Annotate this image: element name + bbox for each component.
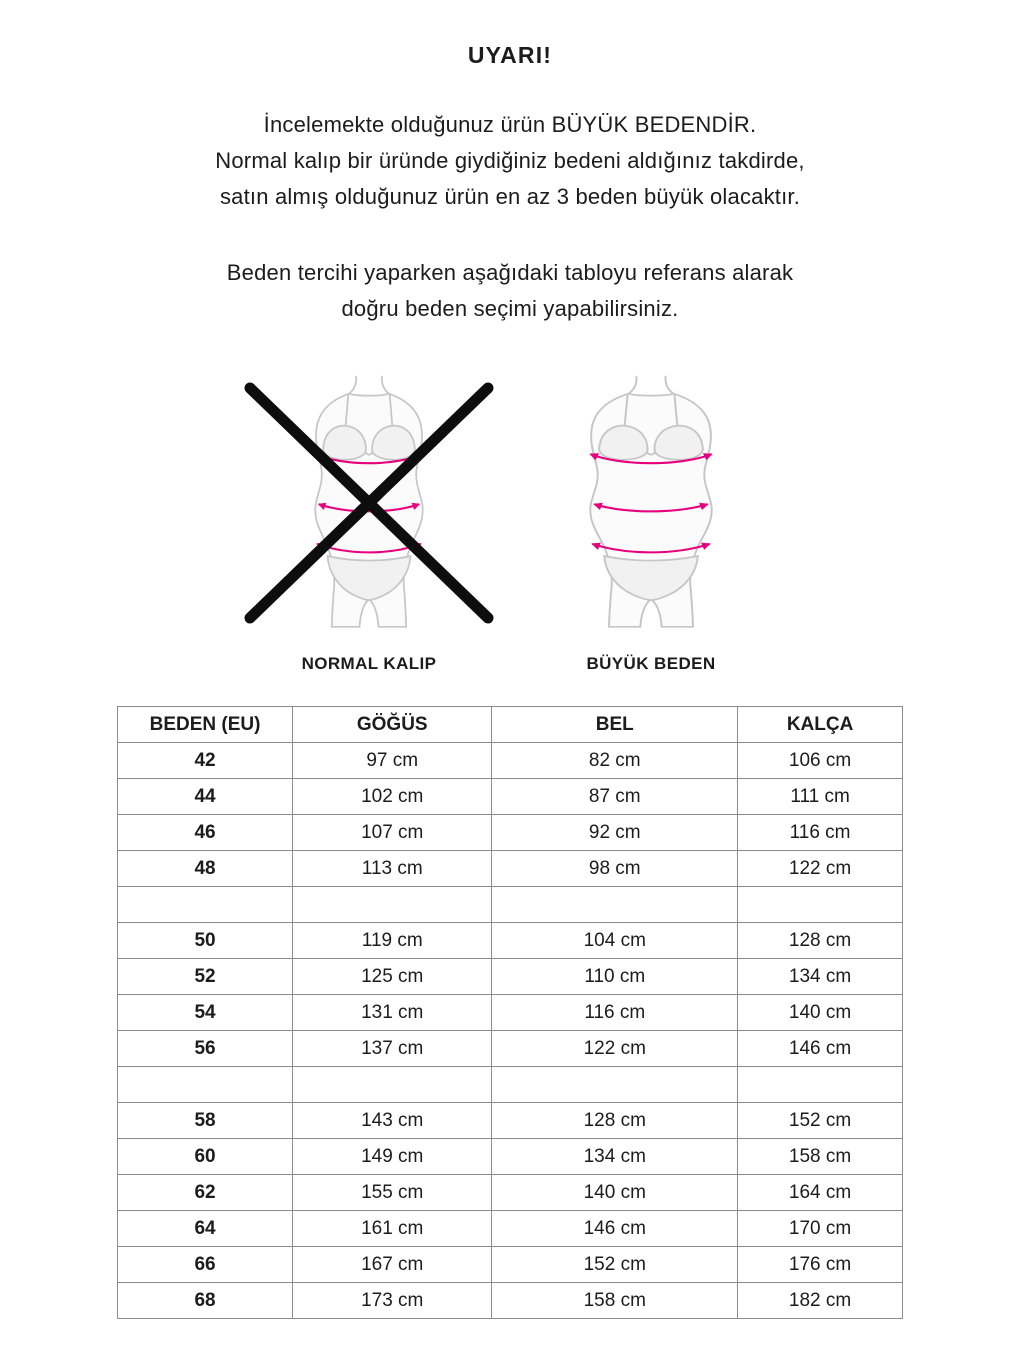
figure-plus-size (556, 373, 746, 674)
warning-line: İncelemekte olduğunuz ürün BÜYÜK BEDENDİR. (263, 112, 757, 137)
table-cell: 134 cm (492, 1139, 738, 1175)
table-cell: 113 cm (293, 851, 492, 887)
warning-line: Normal kalıp bir üründe giydiğiniz bedeni aldığınız takdirde, (215, 148, 805, 173)
table-cell: 116 cm (492, 995, 738, 1031)
table-cell: 158 cm (492, 1283, 738, 1319)
table-cell: 182 cm (738, 1283, 903, 1319)
table-cell (118, 1067, 293, 1103)
table-row (118, 815, 903, 851)
table-row (118, 995, 903, 1031)
figure-label-plus: BÜYÜK BEDEN (586, 654, 716, 673)
table-cell (738, 1067, 903, 1103)
table-row (118, 923, 903, 959)
table-cell: 122 cm (492, 1031, 738, 1067)
table-header-cell: GÖĞÜS (293, 707, 492, 743)
table-cell: 102 cm (293, 779, 492, 815)
size-table (117, 706, 903, 1319)
table-cell: 56 (118, 1031, 293, 1067)
table-cell: 140 cm (492, 1175, 738, 1211)
table-row (118, 1247, 903, 1283)
table-cell: 111 cm (738, 779, 903, 815)
table-row (118, 959, 903, 995)
table-cell: 173 cm (293, 1283, 492, 1319)
table-cell: 92 cm (492, 815, 738, 851)
table-header-cell: KALÇA (738, 707, 903, 743)
table-cell: 128 cm (738, 923, 903, 959)
table-cell: 137 cm (293, 1031, 492, 1067)
table-row (118, 1211, 903, 1247)
table-cell: 152 cm (492, 1247, 738, 1283)
table-cell: 125 cm (293, 959, 492, 995)
table-row (118, 1103, 903, 1139)
table-cell: 146 cm (492, 1211, 738, 1247)
table-cell: 164 cm (738, 1175, 903, 1211)
table-cell: 42 (118, 743, 293, 779)
figure-label-normal: NORMAL KALIP (301, 654, 437, 673)
table-cell: 143 cm (293, 1103, 492, 1139)
table-cell: 60 (118, 1139, 293, 1175)
table-cell: 140 cm (738, 995, 903, 1031)
table-cell: 107 cm (293, 815, 492, 851)
plus-size-figure-icon (556, 373, 746, 632)
table-header-cell: BEL (492, 707, 738, 743)
warning-line: satın almış olduğunuz ürün en az 3 beden büyük olacaktır. (219, 184, 801, 209)
guide-paragraph (0, 255, 1020, 327)
guide-line: Beden tercihi yaparken aşağıdaki tabloyu referans alarak (226, 260, 794, 285)
table-cell (492, 1067, 738, 1103)
table-cell: 68 (118, 1283, 293, 1319)
table-cell: 158 cm (738, 1139, 903, 1175)
table-cell: 52 (118, 959, 293, 995)
table-cell (118, 887, 293, 923)
table-cell: 170 cm (738, 1211, 903, 1247)
table-cell: 155 cm (293, 1175, 492, 1211)
table-cell: 149 cm (293, 1139, 492, 1175)
table-cell: 82 cm (492, 743, 738, 779)
table-spacer-row (118, 1067, 903, 1103)
table-row (118, 851, 903, 887)
table-cell: 58 (118, 1103, 293, 1139)
table-cell: 54 (118, 995, 293, 1031)
guide-line: doğru beden seçimi yapabilirsiniz. (341, 296, 679, 321)
table-cell: 131 cm (293, 995, 492, 1031)
table-cell (293, 1067, 492, 1103)
table-cell: 122 cm (738, 851, 903, 887)
table-cell: 116 cm (738, 815, 903, 851)
table-cell: 64 (118, 1211, 293, 1247)
table-cell: 152 cm (738, 1103, 903, 1139)
table-cell: 46 (118, 815, 293, 851)
warning-paragraph (0, 107, 1020, 215)
table-cell: 50 (118, 923, 293, 959)
table-cell: 128 cm (492, 1103, 738, 1139)
table-spacer-row (118, 887, 903, 923)
table-row (118, 1283, 903, 1319)
table-cell: 104 cm (492, 923, 738, 959)
table-row (118, 1031, 903, 1067)
table-cell (293, 887, 492, 923)
table-cell: 97 cm (293, 743, 492, 779)
table-cell: 87 cm (492, 779, 738, 815)
table-cell: 110 cm (492, 959, 738, 995)
table-cell: 106 cm (738, 743, 903, 779)
table-cell: 62 (118, 1175, 293, 1211)
figure-normal-fit (274, 373, 464, 674)
table-cell (738, 887, 903, 923)
table-cell: 176 cm (738, 1247, 903, 1283)
table-row (118, 779, 903, 815)
cross-out-icon (238, 379, 500, 627)
table-cell: 167 cm (293, 1247, 492, 1283)
figure-comparison (0, 373, 1020, 674)
table-cell: 44 (118, 779, 293, 815)
table-row (118, 1139, 903, 1175)
table-header-cell: BEDEN (EU) (118, 707, 293, 743)
table-cell: 98 cm (492, 851, 738, 887)
table-cell: 48 (118, 851, 293, 887)
table-header-row (118, 707, 903, 743)
table-cell (492, 887, 738, 923)
table-row (118, 743, 903, 779)
page-title: UYARI! (467, 42, 553, 68)
table-cell: 119 cm (293, 923, 492, 959)
table-cell: 161 cm (293, 1211, 492, 1247)
table-cell: 146 cm (738, 1031, 903, 1067)
table-cell: 66 (118, 1247, 293, 1283)
table-row (118, 1175, 903, 1211)
table-cell: 134 cm (738, 959, 903, 995)
